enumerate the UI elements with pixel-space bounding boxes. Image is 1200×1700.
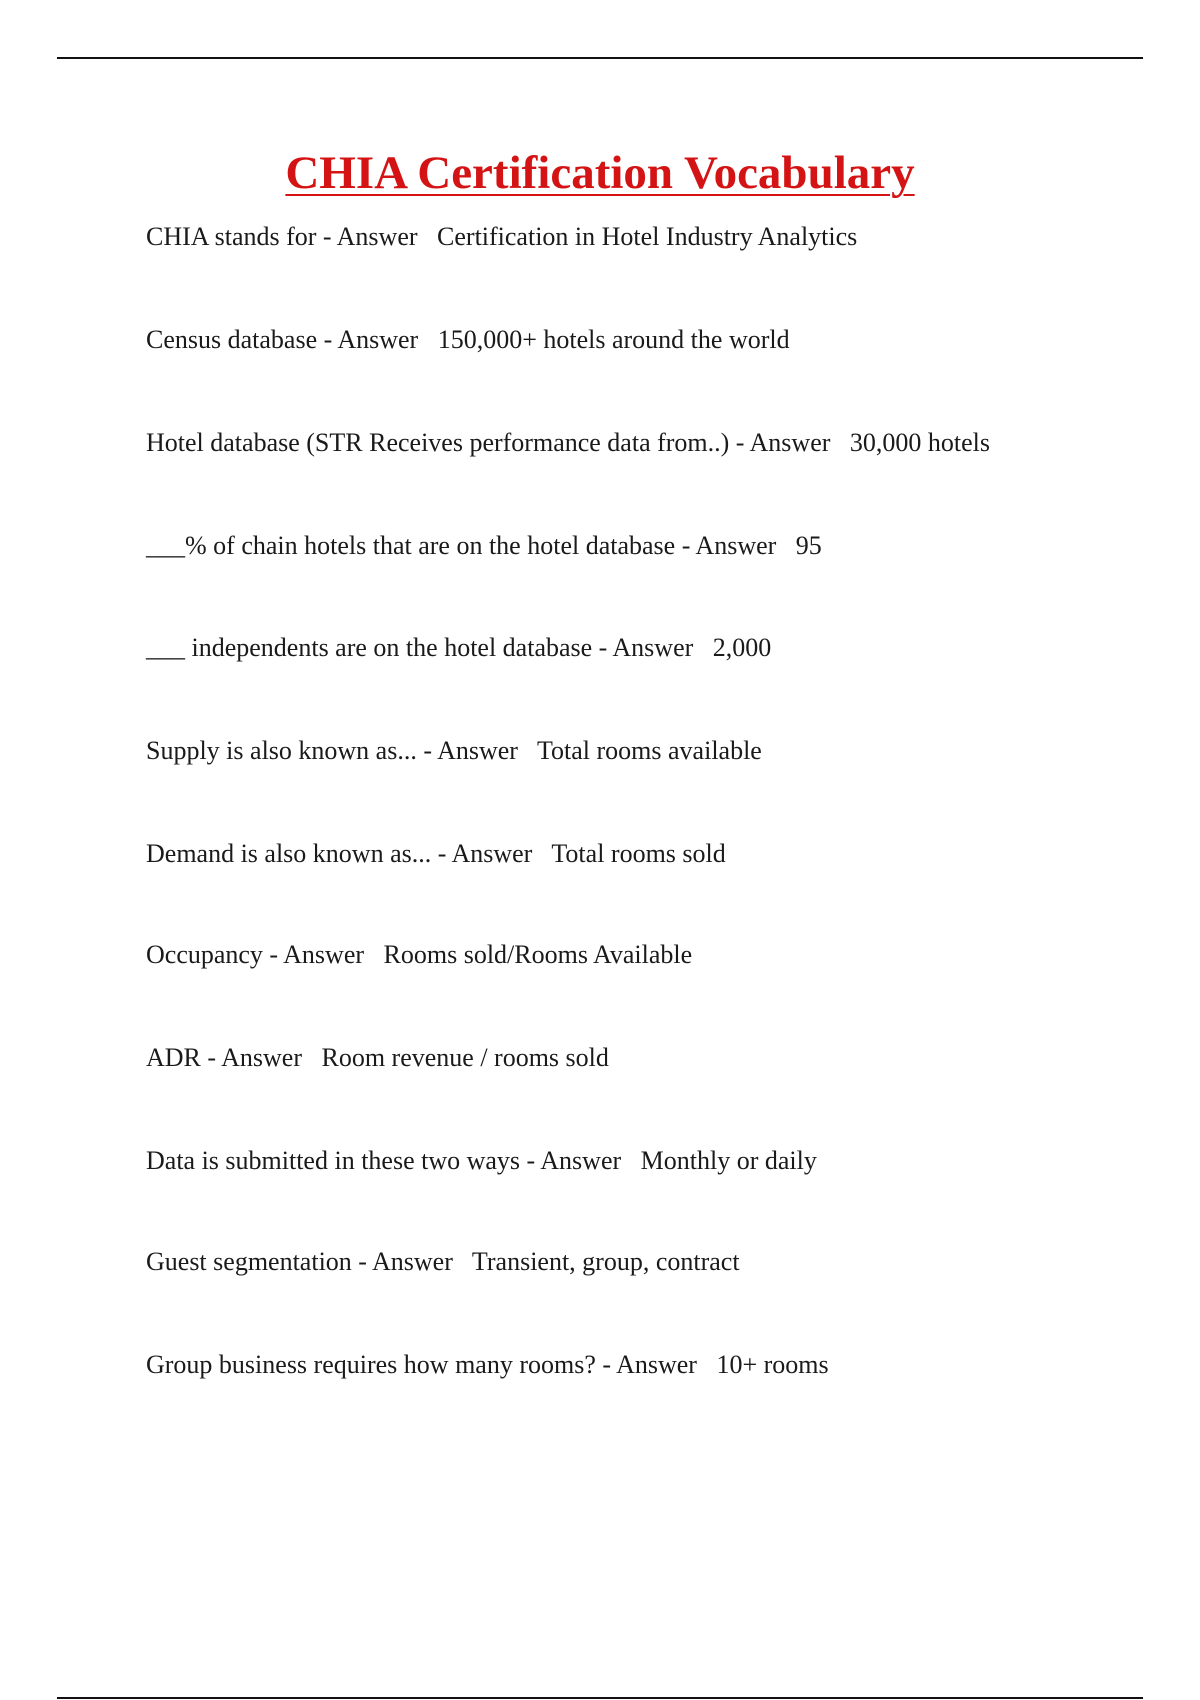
vocabulary-entry: Supply is also known as... - Answer Total rooms available	[146, 736, 762, 765]
vocabulary-entry: Occupancy - Answer Rooms sold/Rooms Available	[146, 940, 693, 969]
vocabulary-entry: Census database - Answer 150,000+ hotels around the world	[146, 325, 790, 354]
document-title: CHIA Certification Vocabulary	[285, 147, 915, 199]
vocabulary-entry: Group business requires how many rooms? - Answer 10+ rooms	[146, 1350, 829, 1379]
vocabulary-entry: Demand is also known as... - Answer Total rooms sold	[146, 839, 726, 868]
bottom-rule	[57, 1697, 1143, 1699]
vocabulary-entry: ADR - Answer Room revenue / rooms sold	[146, 1043, 609, 1072]
vocabulary-entry: Guest segmentation - Answer Transient, group, contract	[146, 1247, 740, 1276]
vocabulary-entry: Hotel database (STR Receives performance data from..) - Answer 30,000 hotels	[146, 428, 991, 457]
vocabulary-entry: ___ independents are on the hotel database - Answer 2,000	[146, 633, 772, 662]
vocabulary-entry: CHIA stands for - Answer Certification in Hotel Industry Analytics	[146, 222, 858, 251]
vocabulary-entry: ___% of chain hotels that are on the hotel database - Answer 95	[146, 531, 822, 560]
vocabulary-entry: Data is submitted in these two ways - Answer Monthly or daily	[146, 1146, 817, 1175]
